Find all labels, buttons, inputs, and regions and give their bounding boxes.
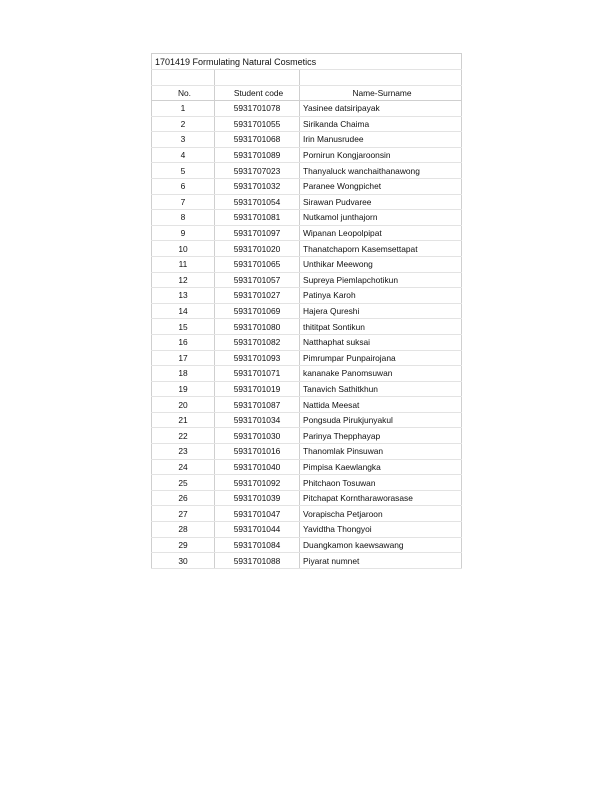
student-code: 5931701020 xyxy=(215,241,300,257)
student-name: Thanyaluck wanchaithanawong xyxy=(300,163,462,179)
row-number: 27 xyxy=(152,506,215,522)
table-row xyxy=(152,256,462,272)
student-code: 5931701087 xyxy=(215,397,300,413)
student-code: 5931701092 xyxy=(215,475,300,491)
student-code: 5931707023 xyxy=(215,163,300,179)
student-name: Pimrumpar Punpairojana xyxy=(300,350,462,366)
student-code: 5931701068 xyxy=(215,132,300,148)
row-number: 11 xyxy=(152,256,215,272)
table-row xyxy=(152,444,462,460)
student-name: Phitchaon Tosuwan xyxy=(300,475,462,491)
row-number: 13 xyxy=(152,288,215,304)
header-student-code: Student code xyxy=(215,86,300,101)
student-table xyxy=(151,53,462,569)
table-row xyxy=(152,288,462,304)
student-name: Supreya Piemlapchotikun xyxy=(300,272,462,288)
table-row xyxy=(152,350,462,366)
row-number: 23 xyxy=(152,444,215,460)
table-row xyxy=(152,116,462,132)
title-row xyxy=(152,54,462,70)
student-name: Sirikanda Chaima xyxy=(300,116,462,132)
row-number: 26 xyxy=(152,490,215,506)
student-name: Tanavich Sathitkhun xyxy=(300,381,462,397)
row-number: 22 xyxy=(152,428,215,444)
row-number: 9 xyxy=(152,225,215,241)
student-code: 5931701080 xyxy=(215,319,300,335)
blank-row xyxy=(152,70,462,86)
row-number: 10 xyxy=(152,241,215,257)
student-name: Sirawan Pudvaree xyxy=(300,194,462,210)
table-row xyxy=(152,381,462,397)
student-name: kananake Panomsuwan xyxy=(300,366,462,382)
row-number: 24 xyxy=(152,459,215,475)
table-row xyxy=(152,272,462,288)
table-row xyxy=(152,490,462,506)
student-name: Wipanan Leopolpipat xyxy=(300,225,462,241)
table-row xyxy=(152,132,462,148)
row-number: 7 xyxy=(152,194,215,210)
student-code: 5931701032 xyxy=(215,178,300,194)
table-row xyxy=(152,459,462,475)
row-number: 17 xyxy=(152,350,215,366)
row-number: 20 xyxy=(152,397,215,413)
row-number: 12 xyxy=(152,272,215,288)
student-code: 5931701019 xyxy=(215,381,300,397)
table-row xyxy=(152,241,462,257)
row-number: 4 xyxy=(152,147,215,163)
header-row xyxy=(152,86,462,101)
student-code: 5931701065 xyxy=(215,256,300,272)
table-row xyxy=(152,194,462,210)
table-row xyxy=(152,101,462,117)
table-row xyxy=(152,303,462,319)
student-name: Vorapischa Petjaroon xyxy=(300,506,462,522)
row-number: 16 xyxy=(152,334,215,350)
student-code: 5931701027 xyxy=(215,288,300,304)
table-row xyxy=(152,163,462,179)
row-number: 2 xyxy=(152,116,215,132)
table-row xyxy=(152,428,462,444)
student-code: 5931701078 xyxy=(215,101,300,117)
row-number: 30 xyxy=(152,553,215,569)
student-name: Unthikar Meewong xyxy=(300,256,462,272)
student-code: 5931701082 xyxy=(215,334,300,350)
student-code: 5931701069 xyxy=(215,303,300,319)
table-row xyxy=(152,522,462,538)
table-row xyxy=(152,319,462,335)
table-row xyxy=(152,366,462,382)
student-name: Yasinee datsiripayak xyxy=(300,101,462,117)
student-code: 5931701071 xyxy=(215,366,300,382)
table-row xyxy=(152,334,462,350)
student-name: thititpat Sontikun xyxy=(300,319,462,335)
student-code: 5931701088 xyxy=(215,553,300,569)
student-name: Patinya Karoh xyxy=(300,288,462,304)
student-name: Parinya Thepphayap xyxy=(300,428,462,444)
student-name: Pimpisa Kaewlangka xyxy=(300,459,462,475)
row-number: 3 xyxy=(152,132,215,148)
row-number: 6 xyxy=(152,178,215,194)
table-row xyxy=(152,210,462,226)
student-code: 5931701044 xyxy=(215,522,300,538)
student-code: 5931701040 xyxy=(215,459,300,475)
row-number: 8 xyxy=(152,210,215,226)
header-no: No. xyxy=(152,86,215,101)
row-number: 18 xyxy=(152,366,215,382)
student-name: Irin Manusrudee xyxy=(300,132,462,148)
student-name: Hajera Qureshi xyxy=(300,303,462,319)
student-name: Pornirun Kongjaroonsin xyxy=(300,147,462,163)
student-name: Pongsuda Pirukjunyakul xyxy=(300,412,462,428)
student-name: Piyarat numnet xyxy=(300,553,462,569)
student-name: Thanomlak Pinsuwan xyxy=(300,444,462,460)
table-row xyxy=(152,147,462,163)
table-row xyxy=(152,397,462,413)
student-name: Nattida Meesat xyxy=(300,397,462,413)
student-list-sheet xyxy=(151,53,461,569)
student-code: 5931701097 xyxy=(215,225,300,241)
student-code: 5931701034 xyxy=(215,412,300,428)
table-row xyxy=(152,178,462,194)
row-number: 29 xyxy=(152,537,215,553)
student-code: 5931701039 xyxy=(215,490,300,506)
row-number: 14 xyxy=(152,303,215,319)
row-number: 28 xyxy=(152,522,215,538)
row-number: 15 xyxy=(152,319,215,335)
student-code: 5931701084 xyxy=(215,537,300,553)
student-code: 5931701016 xyxy=(215,444,300,460)
student-name: Pitchapat Korntharaworasase xyxy=(300,490,462,506)
table-row xyxy=(152,412,462,428)
course-title: 1701419 Formulating Natural Cosmetics xyxy=(152,54,462,70)
student-code: 5931701089 xyxy=(215,147,300,163)
student-code: 5931701030 xyxy=(215,428,300,444)
row-number: 1 xyxy=(152,101,215,117)
student-name: Natthaphat suksai xyxy=(300,334,462,350)
student-code: 5931701055 xyxy=(215,116,300,132)
row-number: 5 xyxy=(152,163,215,179)
student-name: Thanatchaporn Kasemsettapat xyxy=(300,241,462,257)
student-name: Yavidtha Thongyoi xyxy=(300,522,462,538)
student-name: Nutkamol junthajorn xyxy=(300,210,462,226)
student-code: 5931701047 xyxy=(215,506,300,522)
student-code: 5931701057 xyxy=(215,272,300,288)
table-row xyxy=(152,506,462,522)
student-code: 5931701081 xyxy=(215,210,300,226)
row-number: 25 xyxy=(152,475,215,491)
table-row xyxy=(152,537,462,553)
table-row xyxy=(152,475,462,491)
table-row xyxy=(152,225,462,241)
student-name: Paranee Wongpichet xyxy=(300,178,462,194)
row-number: 19 xyxy=(152,381,215,397)
student-name: Duangkamon kaewsawang xyxy=(300,537,462,553)
row-number: 21 xyxy=(152,412,215,428)
table-row xyxy=(152,553,462,569)
student-code: 5931701093 xyxy=(215,350,300,366)
header-name-surname: Name-Surname xyxy=(300,86,462,101)
student-code: 5931701054 xyxy=(215,194,300,210)
